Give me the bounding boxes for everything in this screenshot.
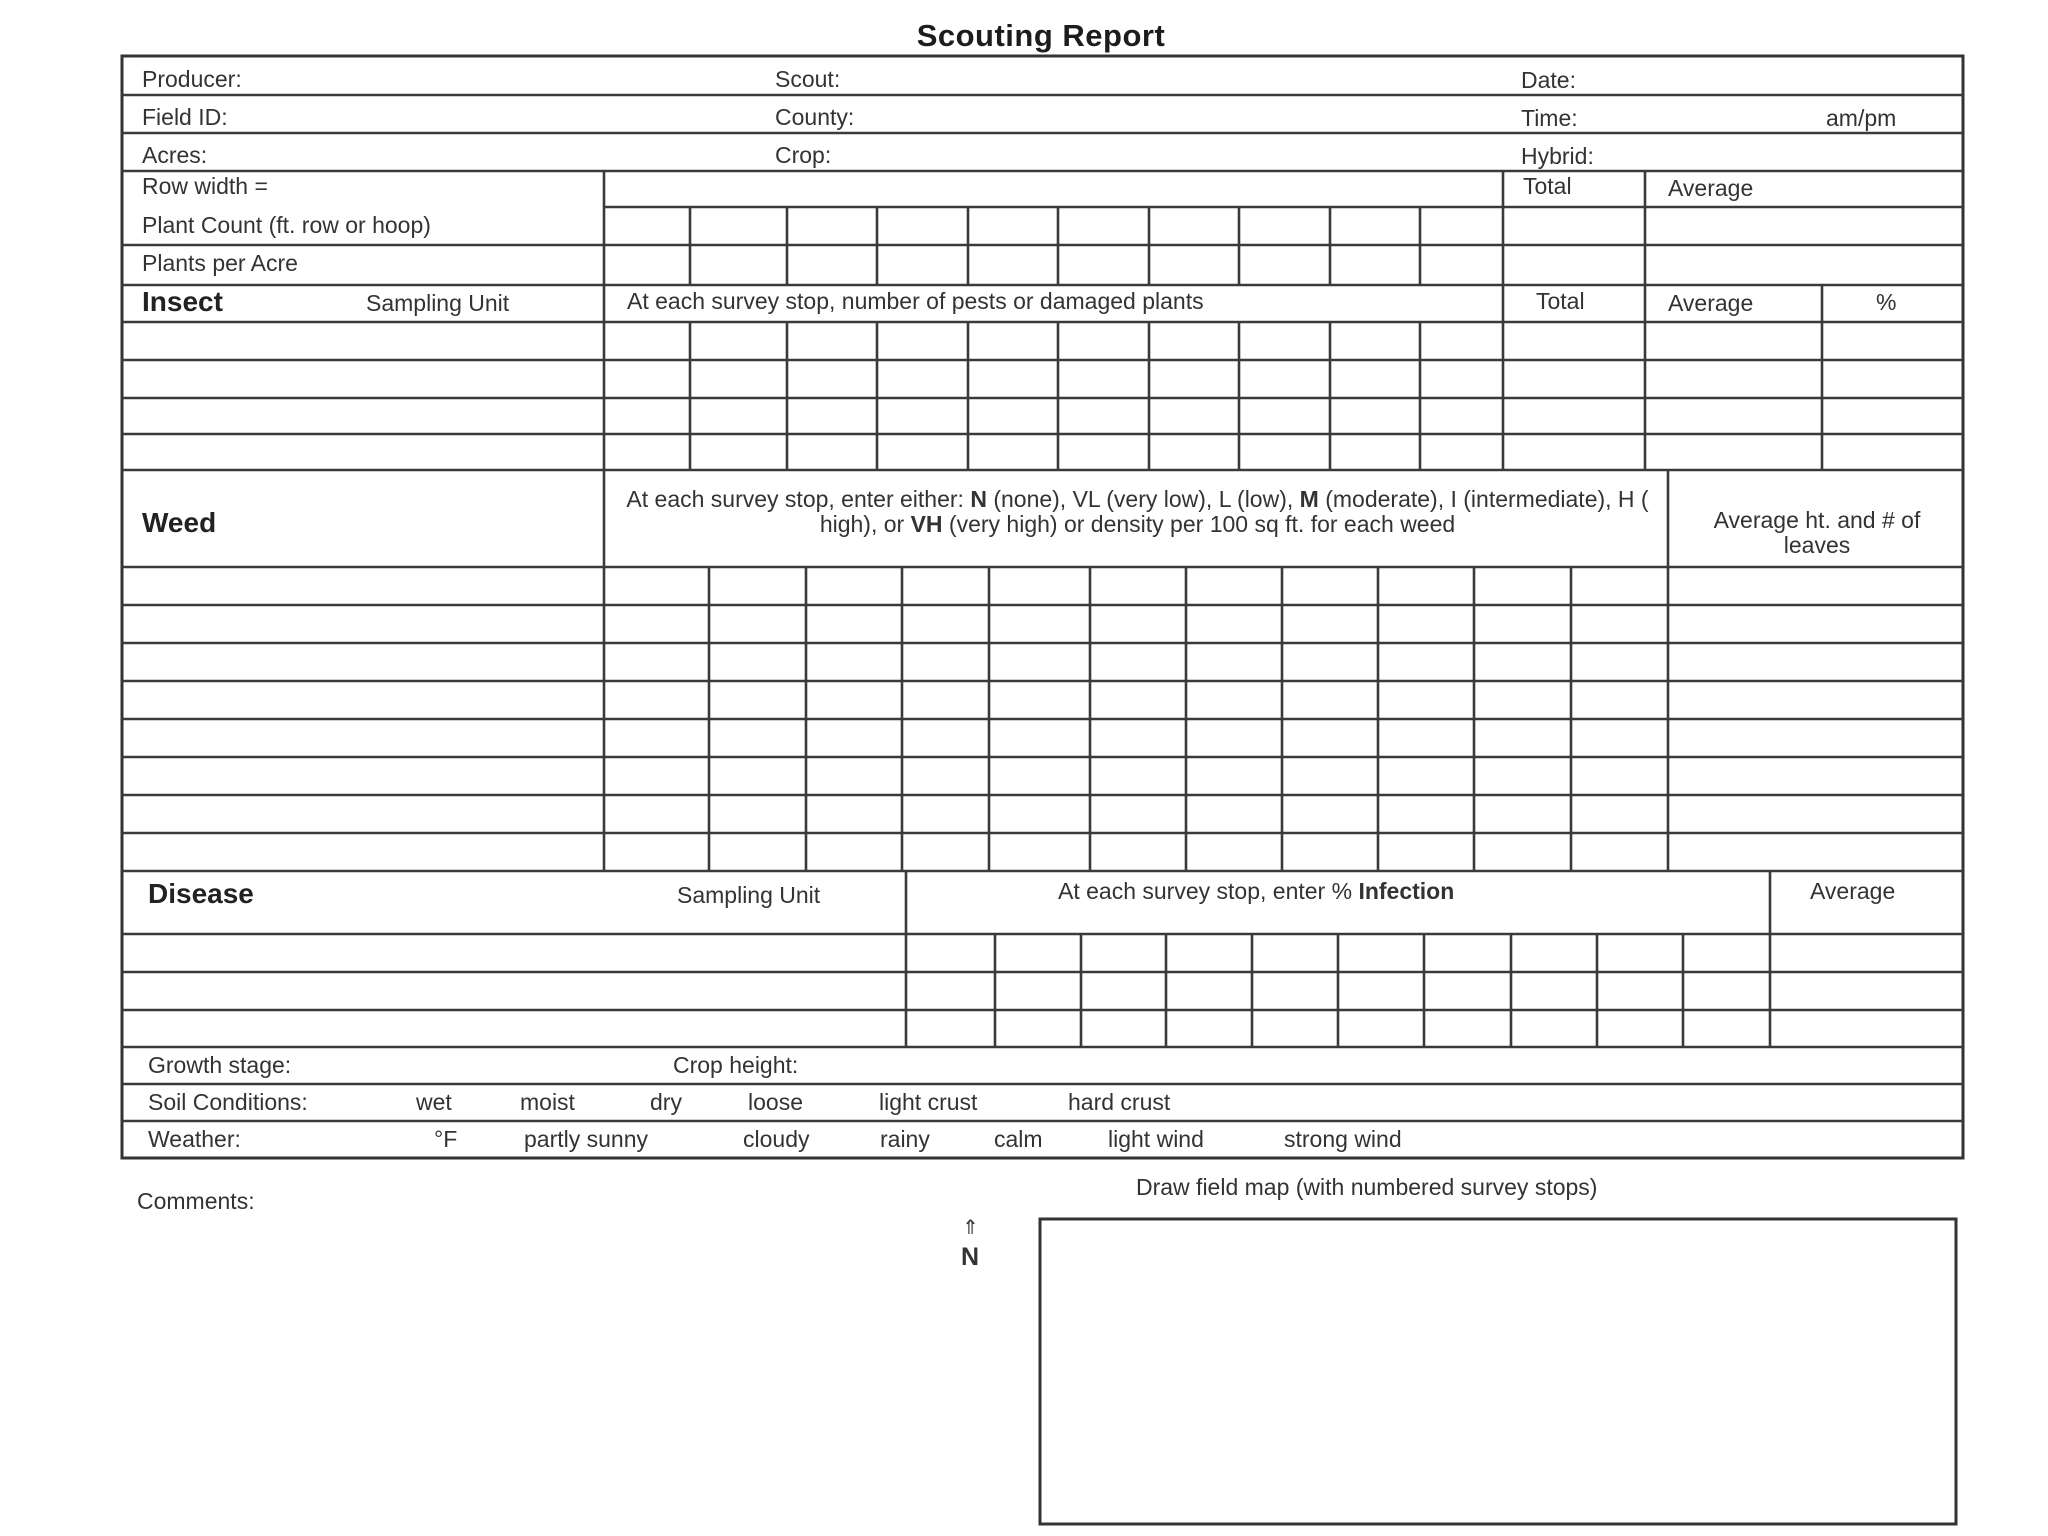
hybrid-label: Hybrid: [1521, 143, 1594, 169]
soil-conditions-label: Soil Conditions: [148, 1089, 308, 1115]
weather-label: Weather: [148, 1126, 241, 1152]
stand-average-header: Average [1668, 175, 1754, 201]
form-title: Scouting Report [916, 18, 1166, 53]
weed-avg-height-header: Average ht. and # of leaves [1713, 507, 1921, 558]
disease-instruction-bold: Infection [1358, 878, 1455, 904]
soil-option-light-crust: light crust [879, 1089, 978, 1115]
north-label: N [961, 1243, 980, 1271]
insect-percent-header: % [1876, 289, 1897, 315]
field-map-caption: Draw field map (with numbered survey stops) [1136, 1174, 1598, 1200]
soil-option-hard-crust: hard crust [1068, 1089, 1171, 1115]
weather-option-strong-wind: strong wind [1284, 1126, 1402, 1152]
county-label: County: [775, 104, 855, 130]
weed-instruction [616, 487, 1659, 537]
weed-instruction-part: (very high) or density per 100 sq ft. for each weed [942, 511, 1456, 537]
weed-instruction-part: VH [910, 511, 943, 537]
insect-sampling-unit: Sampling Unit [366, 290, 510, 316]
disease-average-header: Average [1810, 878, 1896, 904]
soil-option-loose: loose [748, 1089, 803, 1115]
weed-instruction-part: At each survey stop, enter either: [626, 486, 971, 512]
disease-instruction [1058, 880, 1454, 903]
scout-label: Scout: [775, 66, 841, 92]
insect-instruction: At each survey stop, number of pests or damaged plants [627, 288, 1204, 314]
growth-stage-label: Growth stage: [148, 1052, 292, 1078]
weed-instruction-part: (none), VL (very low), L (low), [986, 486, 1300, 512]
acres-label: Acres: [142, 142, 208, 168]
disease-sampling-unit: Sampling Unit [677, 882, 821, 908]
north-arrow-icon: ⇑ [962, 1217, 979, 1239]
plants-per-acre-label: Plants per Acre [142, 250, 298, 276]
soil-option-dry: dry [650, 1089, 682, 1115]
am-pm-label: am/pm [1826, 105, 1897, 131]
row-width-label: Row width = [142, 173, 268, 199]
disease-heading: Disease [148, 878, 254, 909]
weed-heading: Weed [142, 507, 217, 538]
field-id-label: Field ID: [142, 104, 228, 130]
date-label: Date: [1521, 67, 1576, 93]
insect-total-header: Total [1536, 288, 1585, 314]
weed-instruction-part: M [1299, 486, 1319, 512]
disease-instruction-text: At each survey stop, enter % [1058, 878, 1359, 904]
soil-option-wet: wet [416, 1089, 452, 1115]
weed-instruction-part: N [970, 486, 987, 512]
field-map-box [1040, 1219, 1956, 1524]
insect-average-header: Average [1668, 290, 1754, 316]
crop-label: Crop: [775, 142, 832, 168]
comments-label: Comments: [137, 1188, 255, 1214]
weather-option-calm: calm [994, 1126, 1043, 1152]
time-label: Time: [1521, 105, 1578, 131]
crop-height-label: Crop height: [673, 1052, 799, 1078]
soil-option-moist: moist [520, 1089, 575, 1115]
stand-total-header: Total [1523, 173, 1572, 199]
weather-option-cloudy: cloudy [743, 1126, 810, 1152]
plant-count-label: Plant Count (ft. row or hoop) [142, 212, 431, 238]
insect-heading: Insect [142, 286, 223, 317]
producer-label: Producer: [142, 66, 242, 92]
weather-option-partly-sunny: partly sunny [524, 1126, 649, 1152]
weather-option-light-wind: light wind [1108, 1126, 1204, 1152]
degrees-f-label: °F [434, 1126, 458, 1152]
weed-instruction-part: (moderate), I (intermediate), H ( high), or [819, 486, 1649, 537]
weather-option-rainy: rainy [880, 1126, 930, 1152]
